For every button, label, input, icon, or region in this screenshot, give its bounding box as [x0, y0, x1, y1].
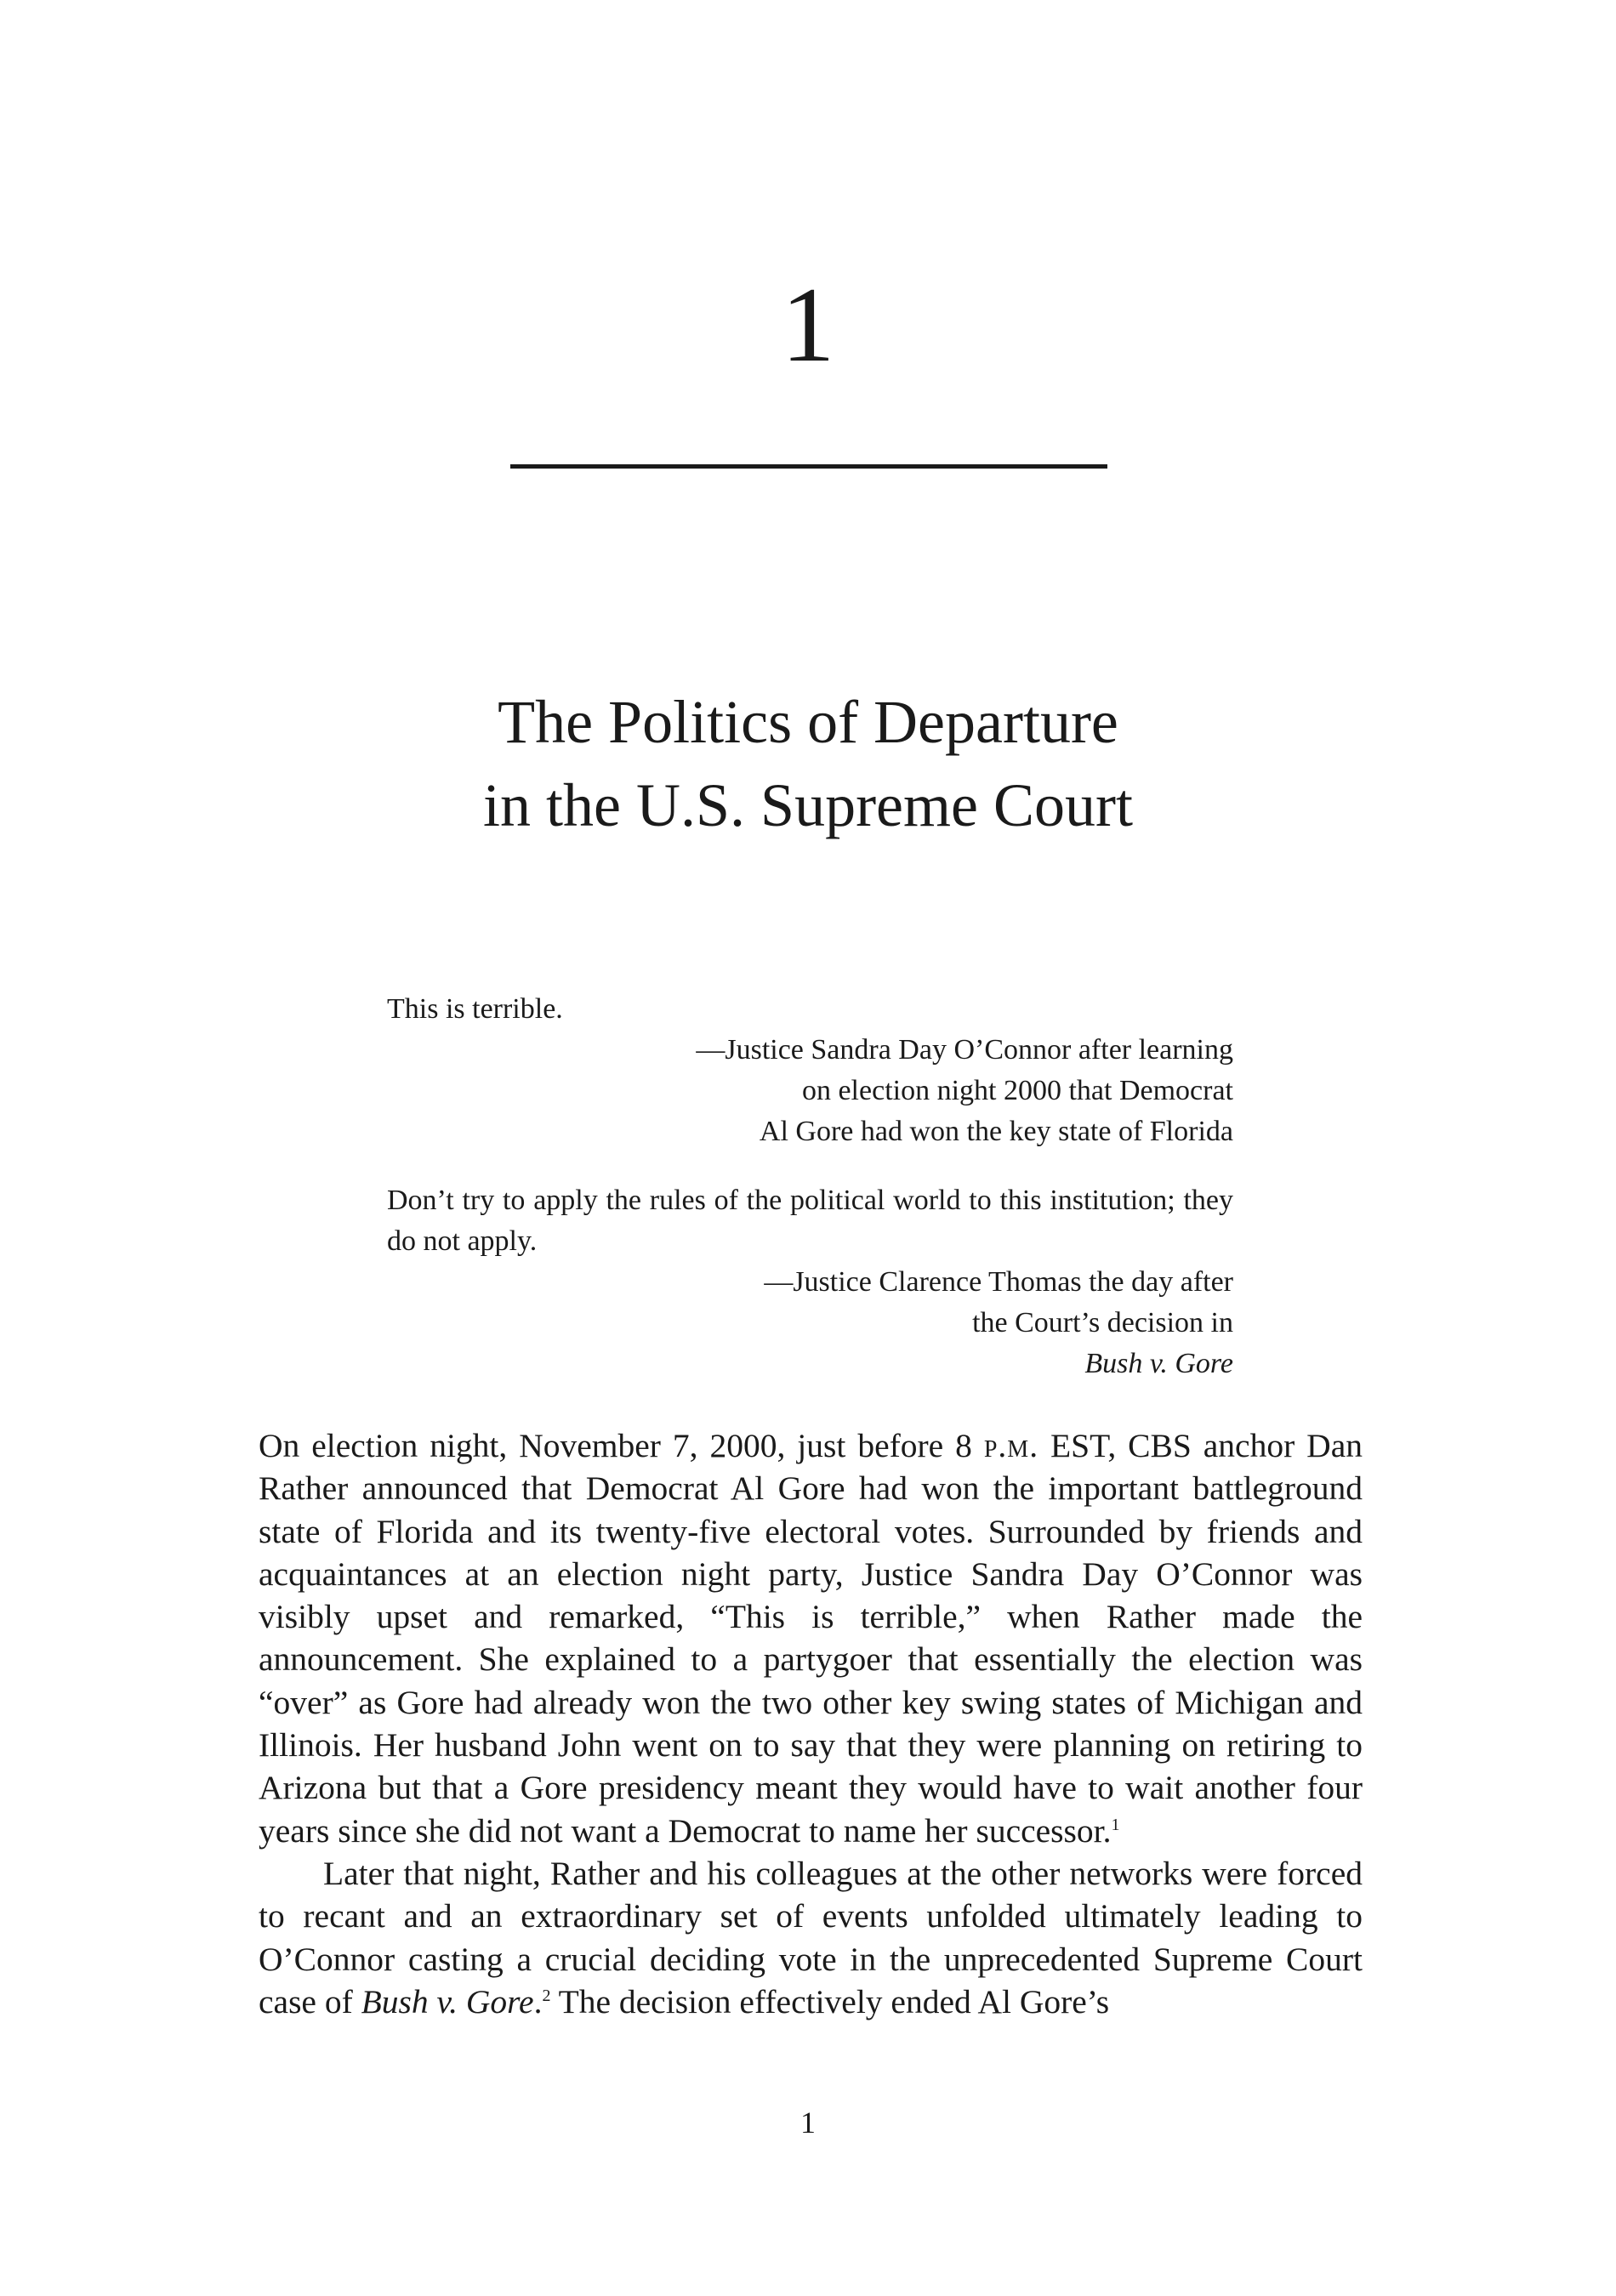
- text-run: Later that night, Rather and his colleagues at the other networks were forced to recant and an extraordinary set of events unfolded ultimately leading to O’Connor casting a crucial deciding vote in the unprecedented Supreme Court case of: [259, 1854, 1363, 2020]
- footnote-ref-2[interactable]: 2: [542, 1986, 551, 2005]
- paragraph-1: [259, 1424, 1363, 1852]
- text-run: EST, CBS anchor Dan Rather announced that Democrat Al Gore had won the important battleground state of Florida and its twenty-five electoral votes. Surrounded by friends and acquaintances at an election night party, Justice Sandra Day O’Connor was visibly upset and remarked, “This is terrible,” when Rather made the announcement. She explained to a partygoer that essentially the election was “over” as Gore had already won the two other key swing states of Michigan and Illinois. Her husband John went on to say that they were planning on retiring to Arizona but that a Gore presidency meant they would have to wait another four years since she did not want a Democrat to name her successor.: [259, 1427, 1363, 1850]
- page-number: 1: [800, 2106, 816, 2140]
- case-name: Bush v. Gore: [361, 1982, 534, 2020]
- epigraph-oconnor: [387, 989, 1233, 1152]
- epigraph-quote: This is terrible.: [387, 993, 563, 1025]
- attribution-line: —Justice Sandra Day O’Connor after learning: [696, 1034, 1233, 1066]
- body-text: [259, 1424, 1363, 2023]
- attribution-line: Al Gore had won the key state of Florida: [759, 1116, 1233, 1147]
- time-abbrev: p.m.: [983, 1427, 1039, 1464]
- chapter-title-line-2: in the U.S. Supreme Court: [483, 771, 1133, 839]
- epigraph-attribution: [387, 1030, 1233, 1152]
- attribution-prefix: the Court’s decision in: [972, 1307, 1233, 1338]
- epigraph-quote: Don’t try to apply the rules of the political world to this institution; they do not apply.: [387, 1185, 1233, 1257]
- footnote-ref-1[interactable]: 1: [1111, 1815, 1120, 1834]
- text-run: On election night, November 7, 2000, just before 8: [259, 1427, 984, 1464]
- chapter-title-line-1: The Politics of Departure: [498, 688, 1118, 756]
- epigraph-thomas: [387, 1180, 1233, 1384]
- text-run: The decision effectively ended Al Gore’s: [550, 1982, 1110, 2020]
- chapter-number: 1: [781, 266, 835, 384]
- chapter-title: [0, 680, 1616, 847]
- attribution-line: on election night 2000 that Democrat: [801, 1075, 1233, 1106]
- attribution-line: [387, 1303, 1233, 1384]
- chapter-rule: [510, 464, 1107, 469]
- attribution-line: —Justice Clarence Thomas the day after: [764, 1266, 1233, 1298]
- case-name: Bush v. Gore: [1084, 1348, 1233, 1379]
- text-run: .: [533, 1982, 543, 2020]
- paragraph-2: [259, 1852, 1363, 2023]
- epigraph-attribution: [387, 1262, 1233, 1384]
